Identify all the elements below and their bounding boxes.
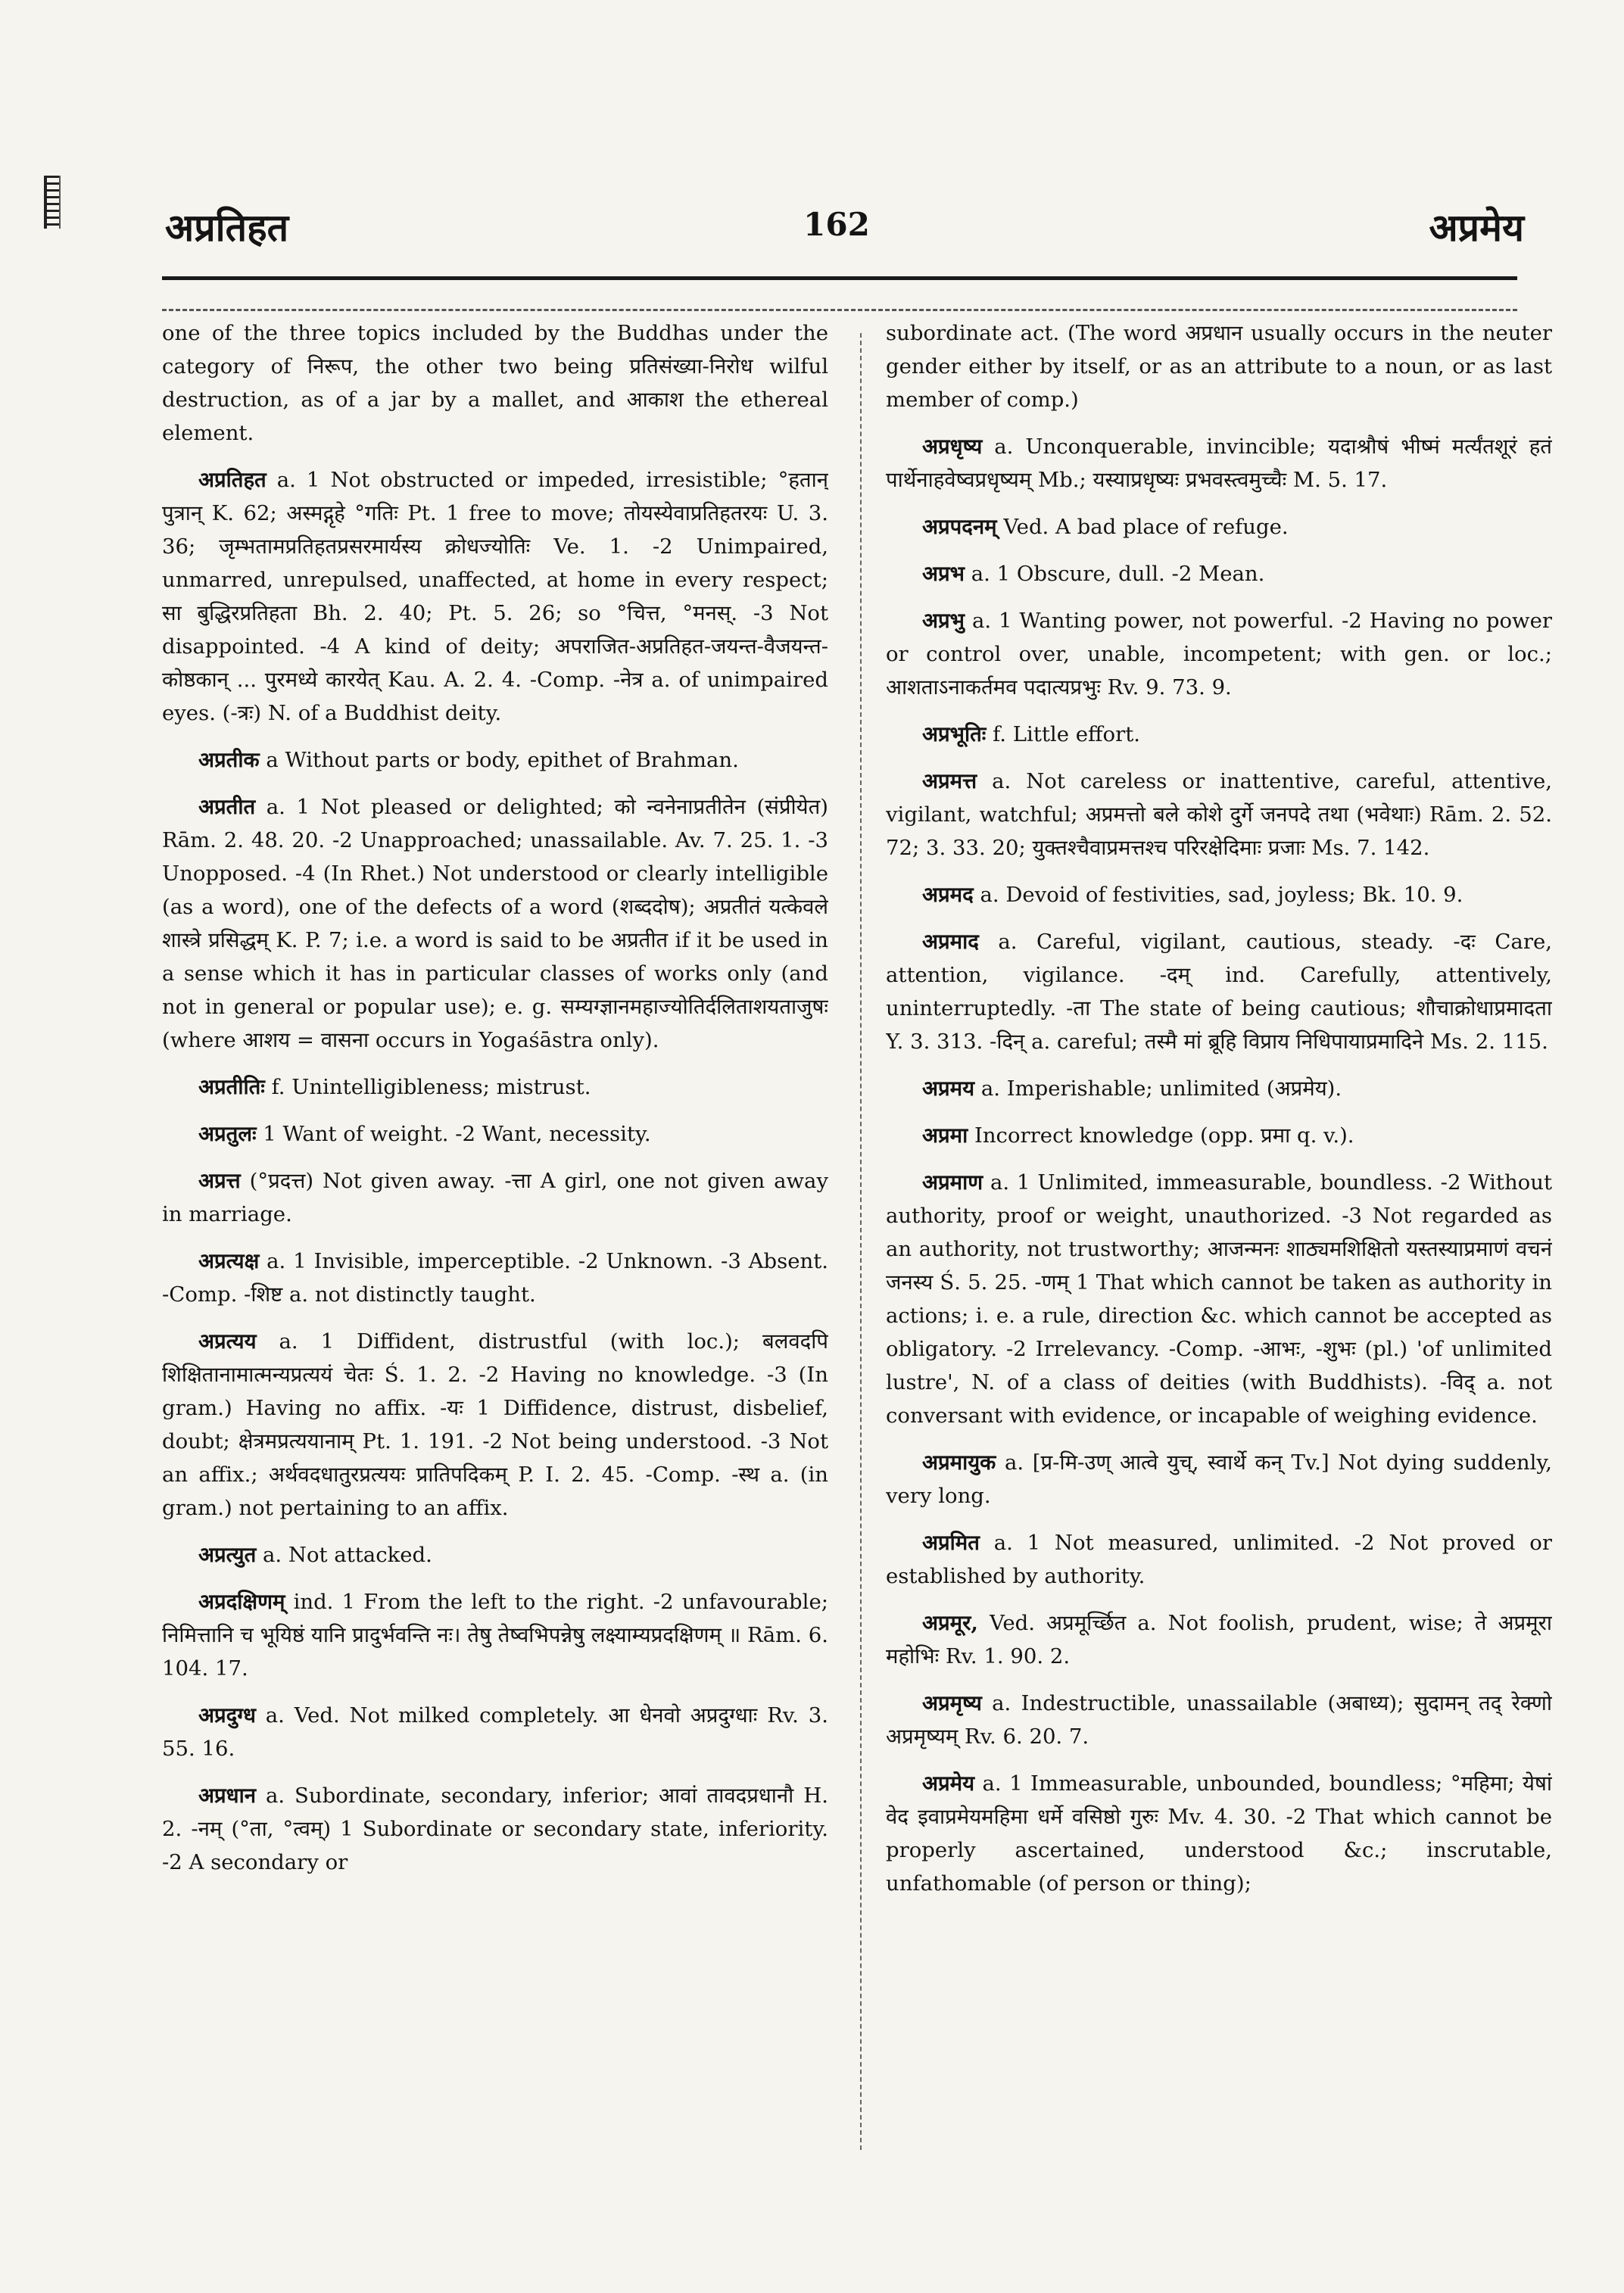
dictionary-entry <box>162 1070 828 1104</box>
dictionary-entry <box>886 718 1552 751</box>
entry-definition: Incorrect knowledge (opp. प्रमा q. v.). <box>974 1123 1354 1148</box>
entry-headword: अप्रमाद <box>922 930 979 954</box>
entry-definition: Ved. अप्रमूर्च्छित a. Not foolish, prudent, wise; ते अप्रमूरा महोभिः Rv. 1. 90. 2. <box>886 1611 1552 1668</box>
entry-headword: अप्रमद <box>922 883 974 907</box>
dictionary-entry <box>886 430 1552 497</box>
entry-headword: अप्रत्यय <box>198 1329 257 1354</box>
dictionary-entry <box>162 316 828 450</box>
entry-definition: Ved. A bad place of refuge. <box>1003 515 1289 539</box>
entry-definition: a. 1 Not obstructed or impeded, irresistible; °हतान् पुत्रान् K. 62; अस्मद्गृहे °गतिः Pt. 1 free to move; तोयस्येवाप्रतिहतरयः U. 3. 36; जृम्भतामप्रतिहतप्रसरमार्यस्य क्रोधज्योतिः Ve. 1. -2 Unimpaired, unmarred, unrepulsed, unaffected, at home in every respect; सा बुद्धिरप्रतिहता Bh. 2. 40; Pt. 5. 26; so °चित्त, °मनस्. -3 Not disappointed. -4 A kind of deity; अपराजित-अप्रतिहत-जयन्त-वैजयन्त-कोष्ठकान् ... पुरमध्ये कारयेत् Kau. A. 2. 4. -Comp. -नेत्र a. of unimpaired eyes. (-त्रः) N. of a Buddhist deity. <box>162 468 828 725</box>
entry-headword: अप्रमायुक <box>922 1450 996 1475</box>
dictionary-entry <box>886 1166 1552 1432</box>
entry-definition: a. 1 Unlimited, immeasurable, boundless. -2 Without authority, proof or weight, unauthorized. -3 Not regarded as an authority, not trustworthy; आजन्मनः शाठ्यमशिक्षितो यस्तस्याप्रमाणं वचनं जनस्य Ś. 5. 25. -णम् 1 That which cannot be taken as authority in actions; i. e. a rule, direction &c. which cannot be accepted as obligatory. -2 Irrelevancy. -Comp. -आभः, -शुभः (pl.) 'of unlimited lustre', N. of a class of deities (with Buddhists). -विद् a. not conversant with evidence, or incapable of weighing evidence. <box>886 1170 1552 1428</box>
entry-headword: अप्रतीतिः <box>198 1075 265 1099</box>
entry-definition: a. Indestructible, unassailable (अबाध्य); सुदामन् तद् रेक्णो अप्रमृष्यम् Rv. 6. 20. 7. <box>886 1691 1552 1749</box>
entry-headword: अप्रतीक <box>198 748 260 772</box>
entry-headword: अप्रमेय <box>922 1771 975 1796</box>
entry-headword: अप्रतीत <box>198 795 256 819</box>
entry-definition: a. 1 Diffident, distrustful (with loc.); बलवदपि शिक्षितानामात्मन्यप्रत्ययं चेतः Ś. 1. 2. -2 Having no knowledge. -3 (In gram.) Having no affix. -यः 1 Diffidence, distrust, disbelief, doubt; क्षेत्रमप्रत्ययानाम् Pt. 1. 191. -2 Not being understood. -3 Not an affix.; अर्थवदधातुरप्रत्ययः प्रातिपदिकम् P. I. 2. 45. -Comp. -स्थ a. (in gram.) not pertaining to an affix. <box>162 1329 828 1520</box>
entry-definition: a. 1 Invisible, imperceptible. -2 Unknown. -3 Absent. -Comp. -शिष्ट a. not distinctly taught. <box>162 1249 828 1307</box>
dictionary-entry <box>886 1606 1552 1673</box>
entry-definition: one of the three topics included by the Buddhas under the category of निरूप, the other two being प्रतिसंख्या-निरोध wilful destruction, as of a jar by a mallet, and आकाश the ethereal element. <box>162 321 828 445</box>
entry-definition: ind. 1 From the left to the right. -2 unfavourable; निमित्तानि च भूयिष्ठं यानि प्रादुर्भवन्ति नः। तेषु तेष्वभिपन्नेषु लक्ष्याम्यप्रदक्षिणम् ॥ Rām. 6. 104. 17. <box>162 1590 828 1681</box>
entry-headword: अप्रदक्षिणम् <box>198 1590 285 1614</box>
dictionary-entry <box>162 1779 828 1879</box>
dictionary-entry <box>886 1119 1552 1152</box>
entry-definition: a. Subordinate, secondary, inferior; आवां तावदप्रधानौ H. 2. -नम् (°ता, °त्वम्) 1 Subordinate or secondary state, inferiority. -2 A secondary or <box>162 1784 828 1874</box>
entry-headword: अप्रभूतिः <box>922 722 987 746</box>
left-running-headword: अप्रतिहत <box>165 205 289 250</box>
entry-definition: a. 1 Not pleased or delighted; को न्वनेनाप्रतीतेन (संप्रीयेत) Rām. 2. 48. 20. -2 Unapproached; unassailable. Av. 7. 25. 1. -3 Unopposed. -4 (In Rhet.) Not understood or clearly intelligible (as a word), one of the defects of a word (शब्ददोष); अप्रतीतं यत्केवले शास्त्रे प्रसिद्धम् K. P. 7; i.e. a word is said to be अप्रतीत if it be used in a sense which it has in particular classes of works only (and not in general or popular use); e. g. सम्यग्ज्ञानमहाज्योतिर्दलिताशयताजुषः (where आशय = वासना occurs in Yogaśāstra only). <box>162 795 828 1052</box>
entry-definition: f. Little effort. <box>993 722 1141 746</box>
dictionary-entry <box>886 765 1552 865</box>
dictionary-entry <box>162 1164 828 1231</box>
entry-definition: a. Not attacked. <box>263 1543 432 1567</box>
entry-headword: अप्रधृष्य <box>922 435 983 459</box>
dictionary-entry <box>886 1072 1552 1105</box>
page-number: 162 <box>803 206 870 243</box>
entry-headword: अप्रधान <box>198 1784 256 1808</box>
entry-headword: अप्रतिहत <box>198 468 267 492</box>
entry-definition: a. 1 Wanting power, not powerful. -2 Having no power or control over, unable, incompetent; with gen. or loc.; आशताऽनाकर्तमव पदात्यप्रभुः Rv. 9. 73. 9. <box>886 609 1552 699</box>
dictionary-entry <box>886 316 1552 416</box>
dictionary-entry <box>886 1687 1552 1753</box>
entry-headword: अप्रमा <box>922 1123 968 1148</box>
entry-definition: a. 1 Immeasurable, unbounded, boundless; °महिमा; येषां वेद इवाप्रमेयमहिमा धर्मे वसिष्ठो गुरुः Mv. 4. 30. -2 That which cannot be properly ascertained, understood &c.; inscrutable, unfathomable (of person or thing); <box>886 1771 1552 1896</box>
right-column <box>886 316 1552 2224</box>
entry-headword: अप्रमाण <box>922 1170 983 1195</box>
entry-definition: a. Ved. Not milked completely. आ धेनवो अप्रदुग्धाः Rv. 3. 55. 16. <box>162 1703 828 1761</box>
entry-headword: अप्रदुग्ध <box>198 1703 256 1728</box>
entry-definition: a. Unconquerable, invincible; यदाश्रौषं भीष्मं मर्त्यंतशूरं हतं पार्थेनाहवेष्वप्रधृष्यम् Mb.; यस्याप्रधृष्यः प्रभवस्त्वमुच्चैः M. 5. 17. <box>886 435 1552 492</box>
entry-definition: 1 Want of weight. -2 Want, necessity. <box>263 1122 651 1146</box>
dictionary-entry <box>886 510 1552 544</box>
entry-definition: a Without parts or body, epithet of Brahman. <box>266 748 739 772</box>
entry-definition: a. Imperishable; unlimited (अप्रमेय). <box>980 1076 1342 1101</box>
header-rule <box>162 276 1517 280</box>
entry-definition: a. Careful, vigilant, cautious, steady. -दः Care, attention, vigilance. -दम् ind. Carefully, attentively, uninterruptedly. -ता The state of being cautious; शौचाक्रोधाप्रमादता Y. 3. 313. -दिन् a. careful; तस्मै मां ब्रूहि विप्राय निधिपायाप्रमादिने Ms. 2. 115. <box>886 930 1552 1054</box>
entry-definition: f. Unintelligibleness; mistrust. <box>271 1075 591 1099</box>
dictionary-entry <box>886 1446 1552 1513</box>
column-divider <box>860 333 862 2150</box>
entry-headword: अप्रपदनम् <box>922 515 997 539</box>
dictionary-entry <box>886 1526 1552 1593</box>
dictionary-entry <box>162 1699 828 1765</box>
dictionary-entry <box>886 878 1552 911</box>
entry-headword: अप्रत्युत <box>198 1543 257 1567</box>
entry-definition: a. 1 Obscure, dull. -2 Mean. <box>971 562 1265 586</box>
entry-headword: अप्रमय <box>922 1076 975 1101</box>
dictionary-entry <box>886 925 1552 1058</box>
entry-definition: a. 1 Not measured, unlimited. -2 Not proved or established by authority. <box>886 1531 1552 1588</box>
dictionary-entry <box>162 1538 828 1572</box>
entry-headword: अप्रमित <box>922 1531 980 1555</box>
entry-definition: subordinate act. (The word अप्रधान usually occurs in the neuter gender either by itself, or as an attribute to a noun, or as last member of comp.) <box>886 321 1552 412</box>
entry-headword: अप्रभु <box>922 609 965 633</box>
dictionary-entry <box>162 1245 828 1311</box>
entry-headword: अप्रमत्त <box>922 769 977 793</box>
entry-headword: अप्रमूर, <box>922 1611 978 1635</box>
dictionary-entry <box>162 743 828 777</box>
left-column <box>162 316 828 2224</box>
page-edge-mark <box>44 176 61 229</box>
entry-definition: a. [प्र-मि-उण् आत्वे युच्, स्वार्थे कन् Tv.] Not dying suddenly, very long. <box>886 1450 1552 1508</box>
entry-definition: a. Devoid of festivities, sad, joyless; Bk. 10. 9. <box>980 883 1463 907</box>
entry-headword: अप्रमृष्य <box>922 1691 982 1715</box>
entry-definition: (°प्रदत्त) Not given away. -त्ता A girl, one not given away in marriage. <box>162 1169 828 1226</box>
dictionary-entry <box>162 463 828 730</box>
dictionary-entry <box>162 1585 828 1685</box>
entry-headword: अप्रभ <box>922 562 965 586</box>
dictionary-entry <box>162 790 828 1057</box>
dictionary-entry <box>886 557 1552 590</box>
dictionary-entry <box>162 1117 828 1151</box>
dictionary-entry <box>886 604 1552 704</box>
right-running-headword: अप्रमेय <box>1429 205 1524 250</box>
header-dashed-rule <box>162 309 1517 311</box>
entry-headword: अप्रत्यक्ष <box>198 1249 260 1273</box>
entry-definition: a. Not careless or inattentive, careful, attentive, vigilant, watchful; अप्रमत्तो बले कोशे दुर्गे जनपदे तथा (भवेथाः) Rām. 2. 52. 72; 3. 33. 20; युक्तश्चैवाप्रमत्तश्च परिरक्षेदिमाः प्रजाः Ms. 7. 142. <box>886 769 1552 860</box>
entry-headword: अप्रतुलः <box>198 1122 257 1146</box>
dictionary-entry <box>886 1767 1552 1900</box>
entry-headword: अप्रत्त <box>198 1169 241 1193</box>
dictionary-entry <box>162 1325 828 1525</box>
